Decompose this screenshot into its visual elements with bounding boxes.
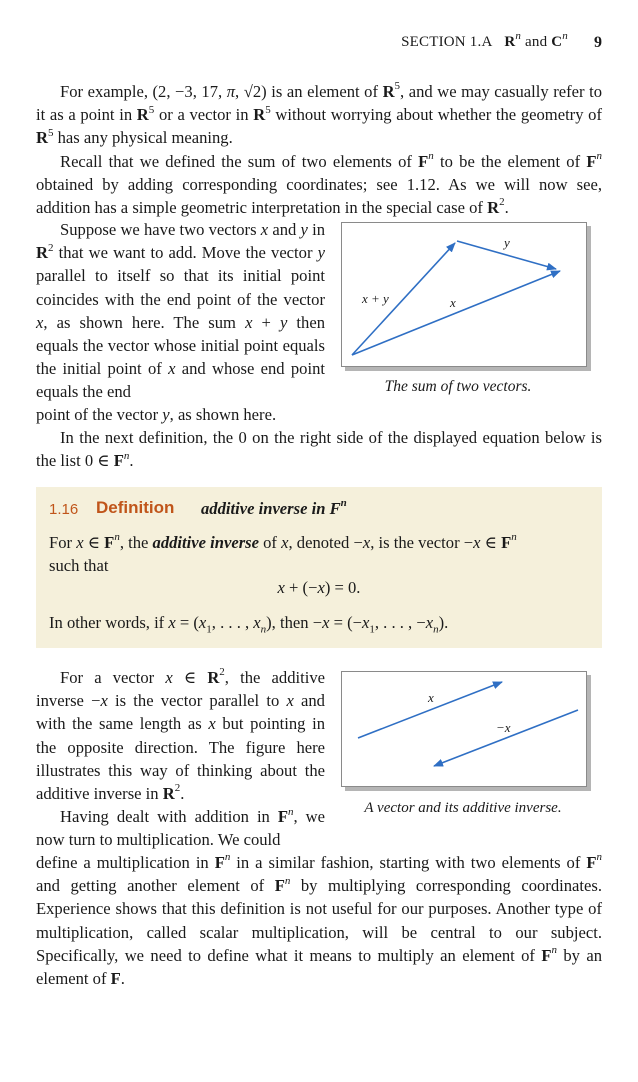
page-number: 9 (594, 34, 602, 51)
paragraph-vector-addition: Suppose we have two vectors x and y in $R^2$ that we want to add. Move the vector y parallel to itself so that its initial point coincides with the end point of the vector x, as shown here. The sum x + y then equals the vector whose initial point equals the initial point of x and whose end point equals the end (36, 220, 325, 402)
definition-word: Definition (96, 498, 175, 517)
definition-title: additive inverse in $F^n$ (201, 497, 347, 518)
vector-x-arrow (352, 271, 560, 355)
paragraph-example-r5: For example, (2, −3, 17, π, √2) is an element of $R^5$, and we may casually refer to it as a point in $R^5$ or a vector in $R^5$ without worrying about whether the geometry of $R^5$ has any physical meaning. (36, 80, 603, 148)
label-y: y (504, 235, 510, 250)
additive-inverse-diagram (342, 672, 586, 786)
running-header (36, 30, 602, 56)
paragraph-vector-addition-end-wrap (36, 403, 602, 473)
paragraph-zero-list: In the next definition, the 0 on the right side of the displayed equation below is the list 0 ∈ $F^n$. (36, 428, 602, 471)
figure2-caption: A vector and its additive inverse. (364, 800, 562, 816)
paragraph-vector-addition-wrap (36, 218, 325, 404)
figure1-caption: The sum of two vectors. (384, 378, 532, 395)
vector-sum-diagram (342, 223, 586, 366)
section-label: SECTION 1.A $R^n$ and $C^n$ (401, 30, 568, 50)
paragraph-multiplication-start: Having dealt with addition in $F^n$, we now turn to multiplication. We could (36, 805, 325, 850)
paragraph-multiplication: define a multiplication in $F^n$ in a similar fashion, starting with two elements of $F^n$ and getting another element of $F^n$ by multiplying corresponding coordinates. Experience shows that this definition is not useful for our purposes. Another type of multiplication, called scalar multiplication, will be central to our subject. Specifically, we need to define what it means to multiply an element of $F^n$ by an element of F. (36, 851, 602, 989)
paragraph-sum-definition: Recall that we defined the sum of two elements of $F^n$ to be the element of $F^n$ obtained by adding corresponding coordinates; see 1.12. As we will now see, addition has a simple geometric interpretation in the special case of $R^2$. (36, 150, 602, 218)
figure-vector-sum (341, 222, 587, 367)
paragraph-inverse-wrap (36, 666, 325, 852)
vector-neg-x-arrow (434, 710, 578, 766)
label-neg-x: −x (496, 720, 511, 735)
paragraph-multiplication-wrap (36, 851, 602, 990)
definition-box (36, 487, 602, 648)
paragraph-additive-inverse-geometry: For a vector x ∈ $R^2$, the additive inverse −x is the vector parallel to x and with the same length as x but pointing in the opposite direction. The figure here illustrates this way of thinking about the additive inverse in $R^2$. (36, 666, 325, 804)
definition-equation: x + (−x) = 0. (277, 578, 361, 597)
definition-number: 1.16 (49, 501, 79, 518)
label-x: x (450, 295, 456, 310)
paragraph-vector-addition-end: point of the vector y, as shown here. (36, 405, 277, 424)
definition-coordinates: In other words, if $x = (x_1$, . . . , $x_n$), then $-x = (-x_1$, . . . , $-x_n$). (49, 613, 449, 636)
figure-additive-inverse (341, 671, 587, 787)
label-x-plus-y: x + y (362, 291, 389, 306)
intro-paragraphs (36, 80, 602, 219)
label-x-2: x (428, 690, 434, 705)
definition-text: For x ∈ $F^n$, the additive inverse of x, denoted −x, is the vector −x ∈ $F^n$ such that (49, 531, 517, 575)
